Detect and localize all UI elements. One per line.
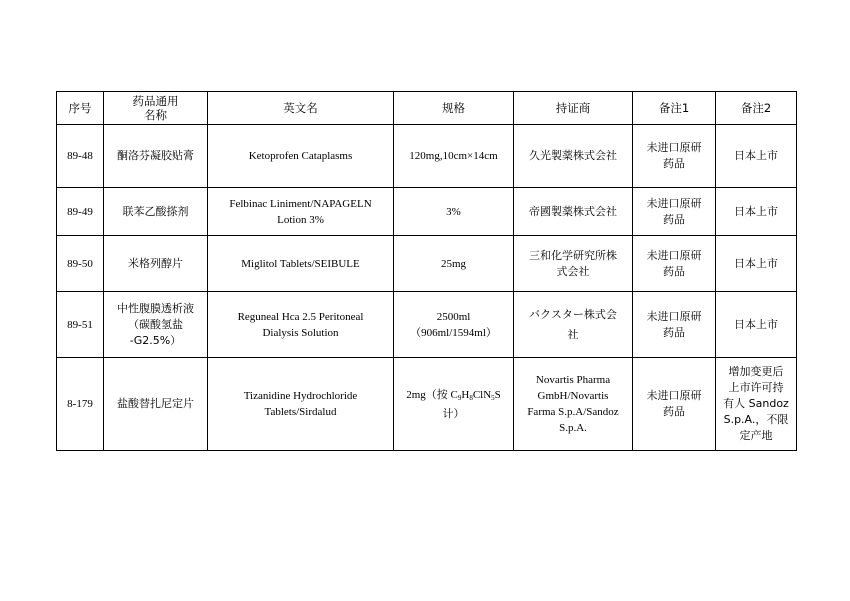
- cell-spec: 25mg: [394, 236, 514, 292]
- table-row: [57, 236, 797, 292]
- cell-note1: 未进口原研 药品: [633, 358, 716, 451]
- header-note2: 备注2: [716, 92, 797, 125]
- cell-seq: 89-49: [57, 188, 104, 236]
- cell-spec: 2500ml （906ml/1594ml）: [394, 292, 514, 358]
- spec-sub-1: 9: [457, 393, 462, 402]
- spec-mid-1: H: [461, 388, 470, 401]
- cell-seq: 8-179: [57, 358, 104, 451]
- cell-seq: 89-50: [57, 236, 104, 292]
- cell-name-cn: 米格列醇片: [104, 236, 208, 292]
- cell-holder: 三和化学研究所株 式会社: [514, 236, 633, 292]
- cell-note1: 未进口原研 药品: [633, 188, 716, 236]
- cell-note2: 日本上市: [716, 236, 797, 292]
- cell-note1: 未进口原研 药品: [633, 292, 716, 358]
- cell-name-en: Felbinac Liniment/NAPAGELN Lotion 3%: [208, 188, 394, 236]
- spec-mid-2: ClN: [472, 388, 492, 401]
- table-row: [57, 358, 797, 451]
- table-row: [57, 292, 797, 358]
- spec-suffix: 计）: [442, 407, 465, 420]
- header-name-en: 英文名: [208, 92, 394, 125]
- drug-list-table: [56, 91, 797, 451]
- cell-note1: 未进口原研 药品: [633, 236, 716, 292]
- header-holder: 持证商: [514, 92, 633, 125]
- cell-note2: 增加变更后 上市许可持 有人 Sandoz S.p.A.，不限 定产地: [716, 358, 797, 451]
- cell-name-en: Miglitol Tablets/SEIBULE: [208, 236, 394, 292]
- spec-sub-3: 5: [491, 393, 495, 402]
- spec-sub-2: 8: [469, 393, 473, 402]
- cell-note2: 日本上市: [716, 125, 797, 188]
- spec-prefix: 2mg（按 C: [406, 388, 458, 401]
- header-note1: 备注1: [633, 92, 716, 125]
- cell-name-cn: 酮洛芬凝胶贴膏: [104, 125, 208, 188]
- cell-holder: Novartis Pharma GmbH/Novartis Farma S.p.A/Sandoz S.p.A.: [514, 358, 633, 451]
- table-row: [57, 188, 797, 236]
- cell-name-cn: 盐酸替扎尼定片: [104, 358, 208, 451]
- cell-name-en: Ketoprofen Cataplasms: [208, 125, 394, 188]
- cell-note2: 日本上市: [716, 188, 797, 236]
- header-spec: 规格: [394, 92, 514, 125]
- table-header-row: [57, 92, 797, 125]
- cell-holder: バクスター株式会 社: [514, 292, 633, 358]
- cell-holder: 帝國製薬株式会社: [514, 188, 633, 236]
- cell-holder: 久光製薬株式会社: [514, 125, 633, 188]
- cell-name-en: Tizanidine Hydrochloride Tablets/Sirdalud: [208, 358, 394, 451]
- header-seq: 序号: [57, 92, 104, 125]
- cell-seq: 89-51: [57, 292, 104, 358]
- cell-name-cn: 中性腹膜透析液 （碳酸氢盐 -G2.5%）: [104, 292, 208, 358]
- spec-mid-3: S: [494, 388, 501, 401]
- cell-name-en: Reguneal Hca 2.5 Peritoneal Dialysis Solution: [208, 292, 394, 358]
- cell-spec: 120mg,10cm×14cm: [394, 125, 514, 188]
- cell-note2: 日本上市: [716, 292, 797, 358]
- cell-name-cn: 联苯乙酸搽剂: [104, 188, 208, 236]
- table-row: [57, 125, 797, 188]
- cell-note1: 未进口原研 药品: [633, 125, 716, 188]
- cell-spec: [394, 358, 514, 451]
- cell-spec: 3%: [394, 188, 514, 236]
- cell-seq: 89-48: [57, 125, 104, 188]
- header-name-cn: 药品通用 名称: [104, 92, 208, 125]
